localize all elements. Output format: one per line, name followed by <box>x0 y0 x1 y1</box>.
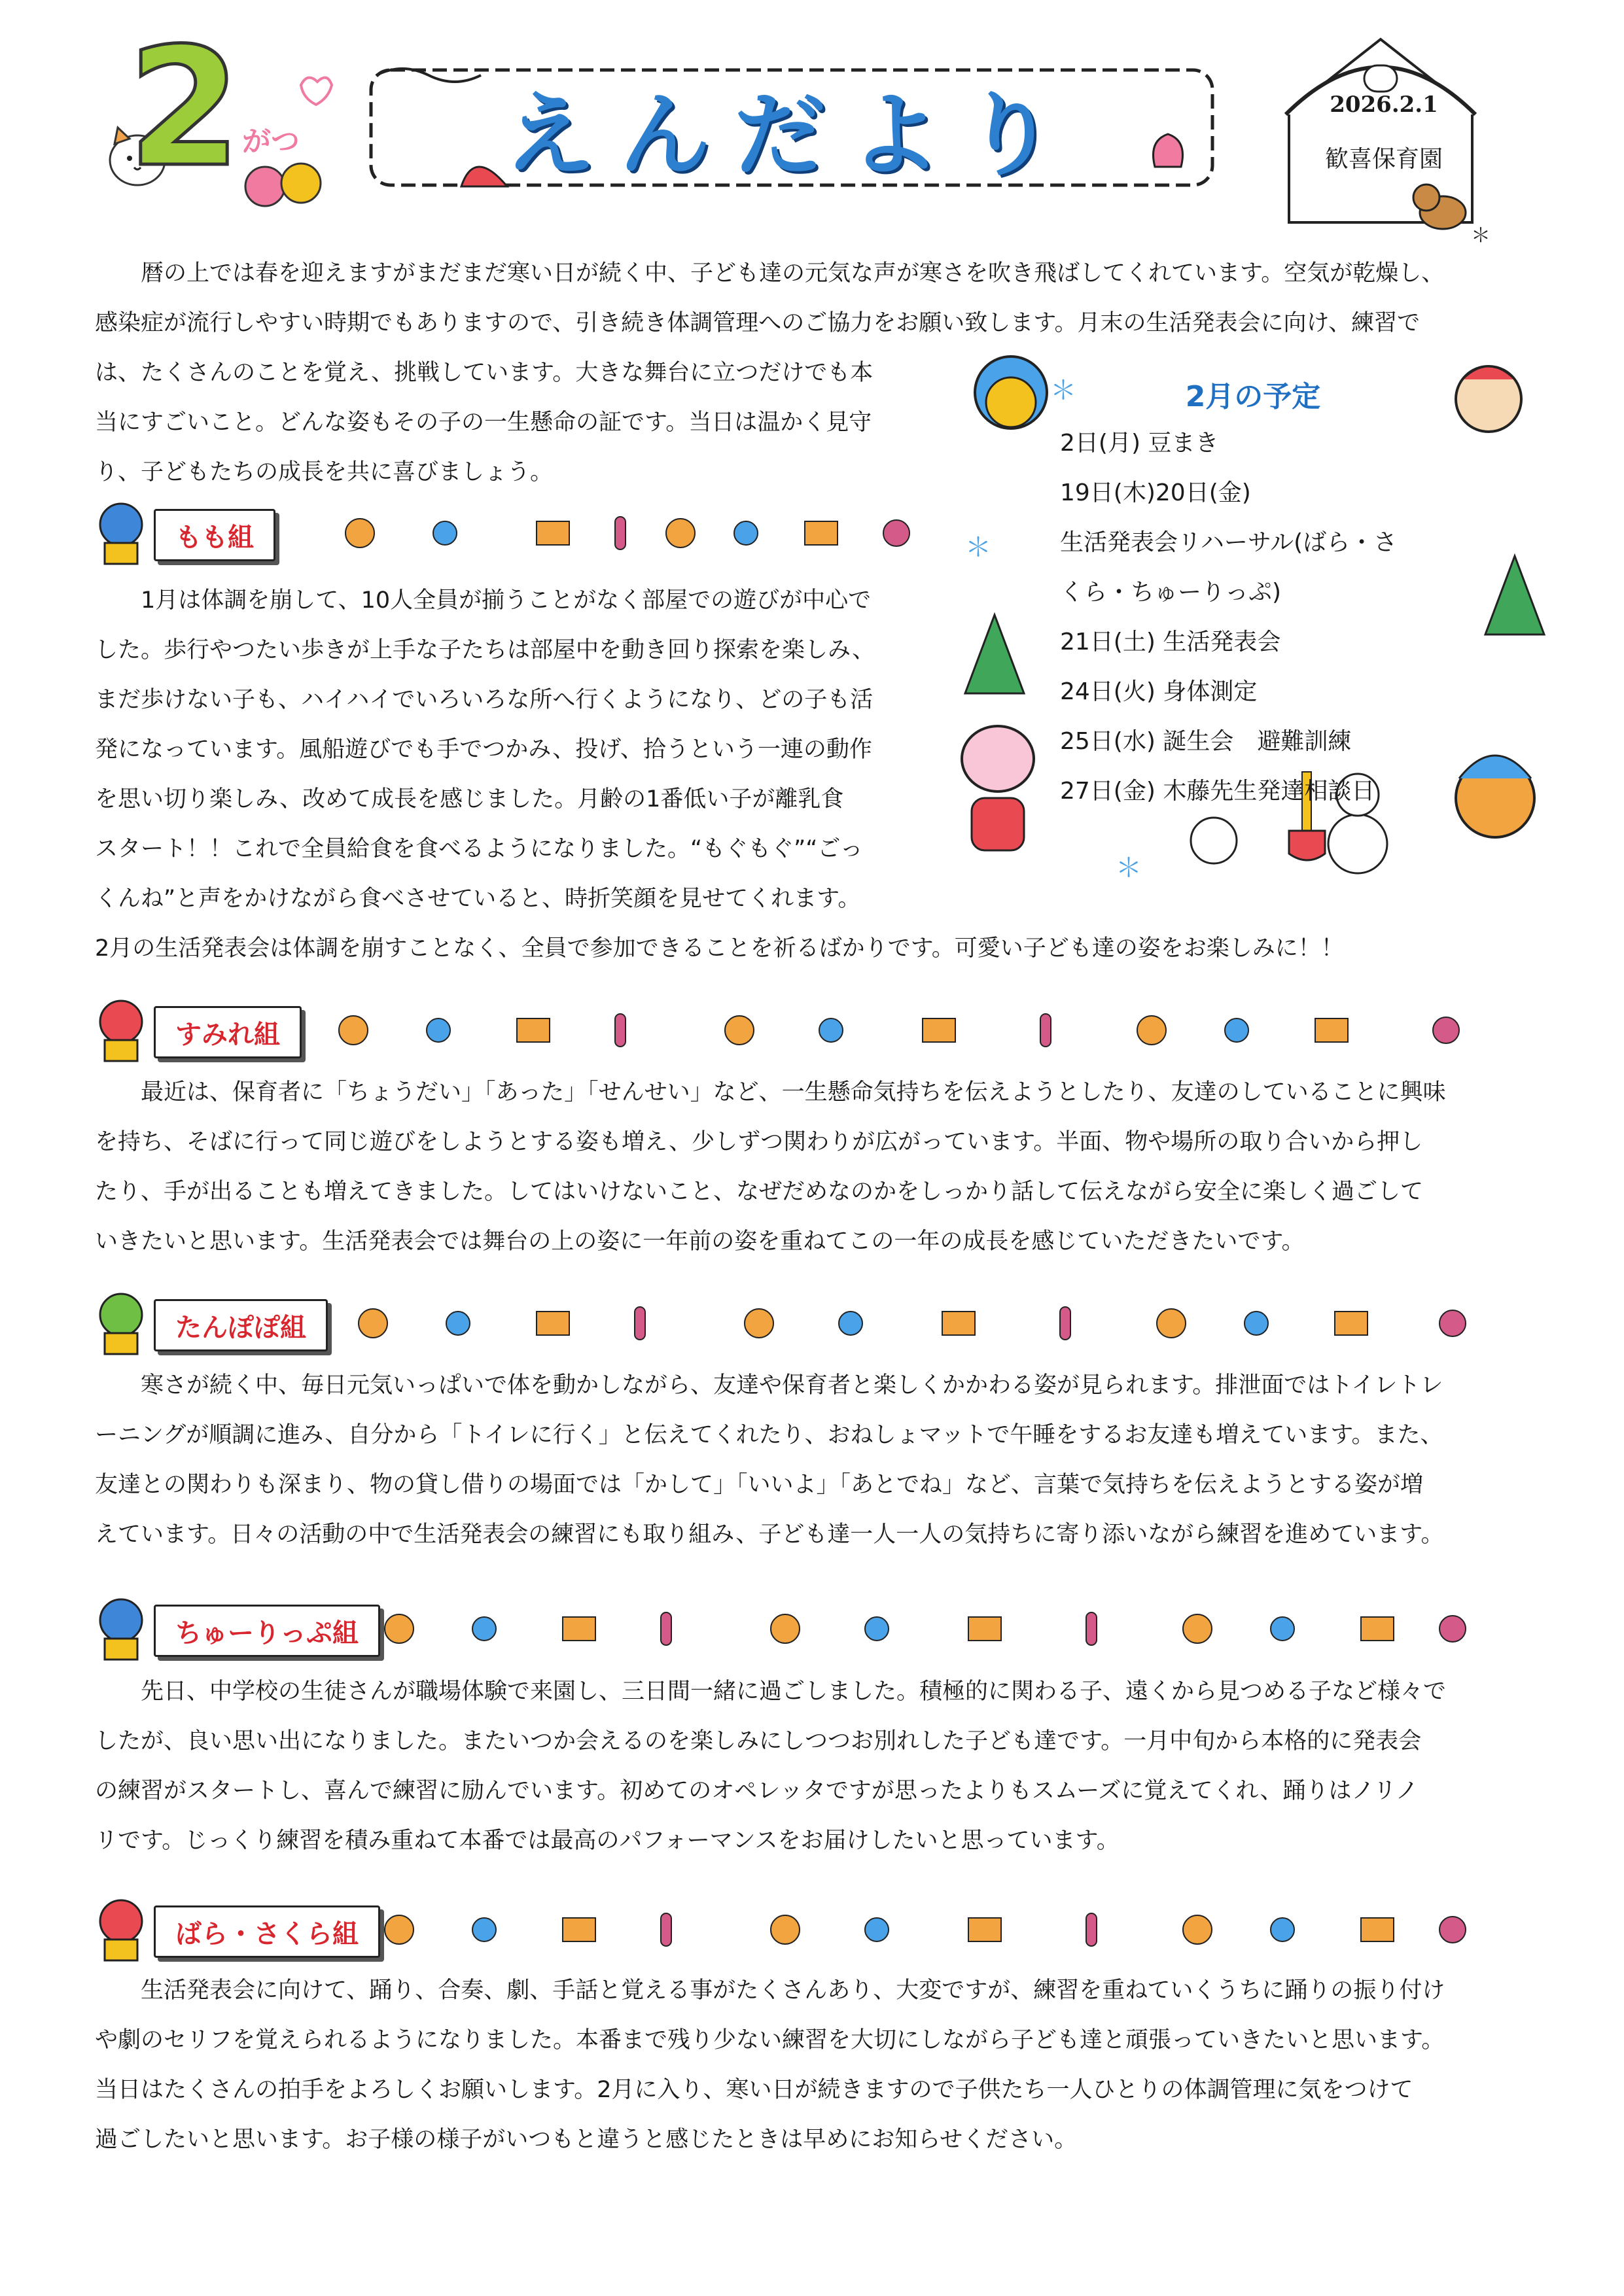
class-name-tag: すみれ組 <box>154 1006 302 1058</box>
class-name-tag: もも組 <box>154 509 275 561</box>
paragraph-line: ーニングが順調に進み、自分から「トイレに行く」と伝えてくれたり、おねしょマットで午睡をするお友達も増えています。また、 <box>95 1422 1443 1448</box>
paragraph-line: や劇のセリフを覚えられるようになりました。本番まで残り少ない練習を大切にしながら子ども達と頑張っていきたいと思います。 <box>95 2027 1445 2053</box>
issue-date: 2026.2.1 <box>1330 92 1438 118</box>
oni-icon <box>92 996 150 1064</box>
bear-child-icon <box>975 357 1047 428</box>
intro-line: 感染症が流行しやすい時期でもありますので、引き続き体調管理へのご協力をお願い致します。月末の生活発表会に向け、練習で <box>95 310 1421 336</box>
schedule-item: 19日(木)20日(金) <box>1060 479 1251 506</box>
schedule-list <box>1060 419 1397 816</box>
paragraph-line: 先日、中学校の生徒さんが職場体験で来園し、三日間一緒に過ごしました。積極的に関わる子、遠くから見つめる子など様々で <box>141 1679 1447 1705</box>
paragraph-line: した。歩行やつたい歩きが上手な子たちは部屋中を動き回り探索を楽しみ、 <box>95 637 875 663</box>
yarn-ball-icon <box>245 164 321 206</box>
paragraph-line: 2月の生活発表会は体調を崩すことなく、全員で参加できることを祈るばかりです。可愛い子ども達の姿をお楽しみに！！ <box>95 935 1344 962</box>
class-name-tag: たんぽぽ組 <box>154 1299 328 1351</box>
oni-icon <box>92 1289 150 1357</box>
class-header-bara-sakura <box>92 1900 1479 1959</box>
class-paragraph-bara-sakura <box>95 1966 1554 2165</box>
paragraph-line: を持ち、そばに行って同じ遊びをしようとする姿も増え、少しずつ関わりが広がっています。半面、物や場所の取り合いから押し <box>95 1129 1423 1155</box>
snowy-house-illustration <box>1276 26 1491 247</box>
paragraph-line: の練習がスタートし、喜んで練習に励んでいます。初めてのオペレッタですが思ったよりもスムーズに覚えてくれ、踊りはノリノ <box>95 1778 1419 1804</box>
class-name-tag: ちゅーりっぷ組 <box>154 1605 380 1657</box>
paragraph-line: したが、良い思い出になりました。またいつか会えるのを楽しみにしつつお別れした子ども達です。一月中旬から本格的に発表会 <box>95 1728 1422 1754</box>
class-name-tag: ばら・さくら組 <box>154 1905 380 1958</box>
intro-line: 当にすごいこと。どんな姿もその子の一生懸命の証です。当日は温かく見守 <box>95 409 872 436</box>
paragraph-line: いきたいと思います。生活発表会では舞台の上の姿に一年前の姿を重ねてこの一年の成長を感じていただきたいです。 <box>95 1228 1305 1255</box>
month-suffix: がつ <box>242 125 300 158</box>
schedule-item: 27日(金) 木藤先生発達相談日 <box>1060 778 1375 805</box>
schedule-item: 25日(水) 誕生会 避難訓練 <box>1060 728 1352 755</box>
intro-line: 暦の上では春を迎えますがまだまだ寒い日が続く中、子ども達の元気な声が寒さを吹き飛ばしてくれています。空気が乾燥し、 <box>141 260 1445 287</box>
class-paragraph-momo <box>95 576 926 924</box>
class-paragraph-momo-last <box>95 924 1554 973</box>
paragraph-line: 友達との関わりも深まり、物の貸し借りの場面では「かして」「いいよ」「あとでね」など、言葉で気持ちを伝えようとする姿が増 <box>95 1472 1424 1498</box>
paragraph-line: 寒さが続く中、毎日元気いっぱいで体を動かしながら、友達や保育者と楽しくかかわる姿が見られます。排泄面ではトイレトレ <box>141 1372 1443 1399</box>
setsubun-garland-icon <box>340 507 929 559</box>
paragraph-line: 最近は、保育者に「ちょうだい」「あった」「せんせい」など、一生懸命気持ちを伝えようとしたり、友達のしていることに興味 <box>141 1079 1446 1105</box>
paragraph-line: 当日はたくさんの拍手をよろしくお願いします。2月に入り、寒い日が続きますので子供たち一人ひとりの体調管理に気をつけて <box>95 2077 1413 2103</box>
intro-line: り、子どもたちの成長を共に喜びましょう。 <box>95 459 554 485</box>
paragraph-line: リです。じっくり練習を積み重ねて本番では最高のパフォーマンスをお届けしたいと思っています。 <box>95 1828 1120 1854</box>
setsubun-garland-icon <box>380 1904 1479 1956</box>
oni-icon <box>92 498 150 567</box>
class-paragraph-tulip <box>95 1667 1554 1866</box>
schedule-item: 2日(月) 豆まき <box>1060 430 1219 457</box>
rabbit-child-icon <box>962 726 1034 850</box>
heart-icon <box>301 78 332 105</box>
svg-text:＊: ＊ <box>1050 375 1076 406</box>
newsletter-title: えんだより <box>503 82 1080 189</box>
setsubun-garland-icon <box>380 1603 1479 1655</box>
school-name: 歓喜保育園 <box>1324 146 1443 173</box>
paragraph-line: 過ごしたいと思います。お子様の様子がいつもと違うと感じたときは早めにお知らせください。 <box>95 2127 1078 2153</box>
paragraph-line: を思い切り楽しみ、改めて成長を感じました。月齢の1番低い子が離乳食 <box>95 786 844 812</box>
schedule-item: くら・ちゅーりっぷ) <box>1060 579 1282 606</box>
month-number: 2 <box>128 12 241 203</box>
setsubun-garland-icon <box>353 1297 1479 1349</box>
snowball-icon <box>1191 818 1237 863</box>
paragraph-line: 発になっています。風船遊びでも手でつかみ、投げ、拾うという一連の動作 <box>95 737 872 763</box>
paragraph-line: えています。日々の活動の中で生活発表会の練習にも取り組み、子ども達一人一人の気持ちに寄り添いながら練習を進めています。 <box>95 1522 1444 1548</box>
mouse-child-icon <box>1456 366 1521 432</box>
class-header-momo <box>92 504 929 563</box>
setsubun-garland-icon <box>334 1004 1479 1056</box>
class-header-sumire <box>92 1001 1479 1060</box>
svg-text:＊: ＊ <box>965 532 991 563</box>
paragraph-line: 生活発表会に向けて、踊り、合奏、劇、手話と覚える事がたくさんあり、大変ですが、練習を重ねていくうちに踊りの振り付け <box>141 1977 1445 2004</box>
paragraph-line: くんね”と声をかけながら食べさせていると、時折笑顔を見せてくれます。 <box>95 886 861 912</box>
svg-text:＊: ＊ <box>1471 224 1491 247</box>
schedule-item: 24日(火) 身体測定 <box>1060 678 1258 705</box>
oni-icon <box>92 1594 150 1663</box>
schedule-item: 生活発表会リハーサル(ばら・さ <box>1060 529 1398 556</box>
paragraph-line: まだ歩けない子も、ハイハイでいろいろな所へ行くようになり、どの子も活 <box>95 687 874 713</box>
paragraph-line: 1月は体調を崩して、10人全員が揃うことがなく部屋での遊びが中心で <box>141 587 872 614</box>
schedule-item: 21日(土) 生活発表会 <box>1060 629 1281 655</box>
class-header-tanpopo <box>92 1294 1479 1353</box>
class-paragraph-tanpopo <box>95 1361 1554 1559</box>
intro-line: は、たくさんのことを覚え、挑戦しています。大きな舞台に立つだけでも本 <box>95 360 874 386</box>
bear-child-icon <box>1456 756 1534 837</box>
schedule-title: 2月の予定 <box>1185 380 1321 413</box>
paragraph-line: たり、手が出ることも増えてきました。してはいけないこと、なぜだめなのかをしっかり話して伝えながら安全に楽しく過ごして <box>95 1179 1424 1205</box>
svg-text:＊: ＊ <box>1116 853 1142 883</box>
paragraph-line: スタート！！これで全員給食を食べるようになりました。“もぐもぐ”“ごっ <box>95 836 863 862</box>
oni-icon <box>92 1895 150 1964</box>
class-header-tulip <box>92 1599 1479 1658</box>
class-paragraph-sumire <box>95 1068 1554 1266</box>
